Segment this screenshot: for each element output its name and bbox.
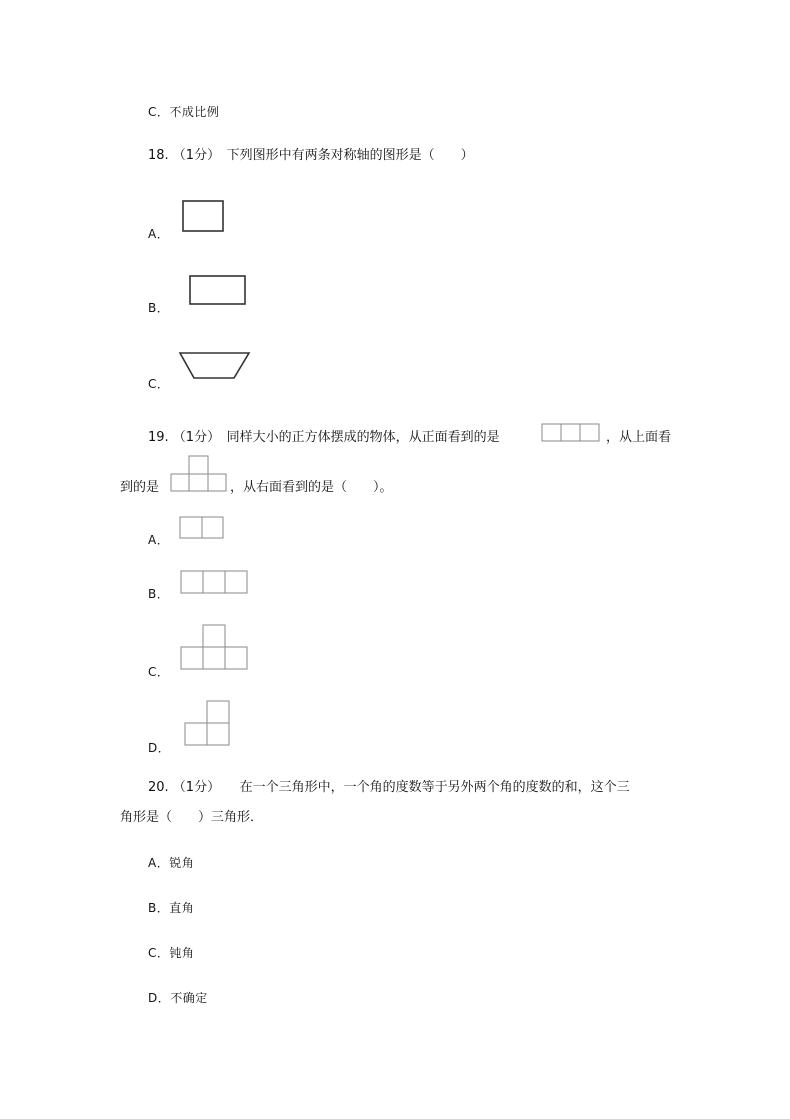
q19-option-a-figure [179,516,225,540]
q18-option-c-trapezoid-figure [178,351,252,381]
q20-stem-line2: 角形是（ ）三角形． [120,810,264,825]
q19-stem-part4: ，从右面看到的是（ ）。 [230,480,393,495]
q20-option-b: B．直角 [148,901,195,915]
q17-option-c: C．不成比例 [148,105,220,119]
q19-option-c-figure [180,624,250,672]
q19-option-c-label: C． [148,665,170,679]
q18-stem: 18. （1分） 下列图形中有两条对称轴的图形是（ ） [148,148,474,163]
q19-front-view-figure [541,423,601,443]
q19-option-b-figure [180,570,250,595]
q20-stem-line1: 20. （1分） 在一个三角形中，一个角的度数等于另外两个角的度数的和，这个三 [148,780,630,795]
q18-option-b-label: B． [148,301,170,315]
q18-option-b-rectangle-figure [189,275,247,306]
q19-stem-part2: ，从上面看 [606,430,672,445]
q18-option-c-label: C． [148,377,170,391]
q19-top-view-figure [170,455,228,493]
q19-option-b-label: B． [148,587,170,601]
q19-stem-part3: 到的是 [120,480,160,495]
q20-option-d: D．不确定 [148,991,208,1005]
q19-option-a-label: A． [148,533,170,547]
q19-option-d-label: D． [148,741,171,755]
q19-option-d-figure [184,700,234,748]
q18-option-a-square-figure [182,200,224,232]
q20-option-a: A．锐角 [148,856,195,870]
q19-stem-part1: 19. （1分） 同样大小的正方体摆成的物体，从正面看到的是 [148,430,500,445]
q20-option-c: C．钝角 [148,946,195,960]
q18-option-a-label: A． [148,227,170,241]
